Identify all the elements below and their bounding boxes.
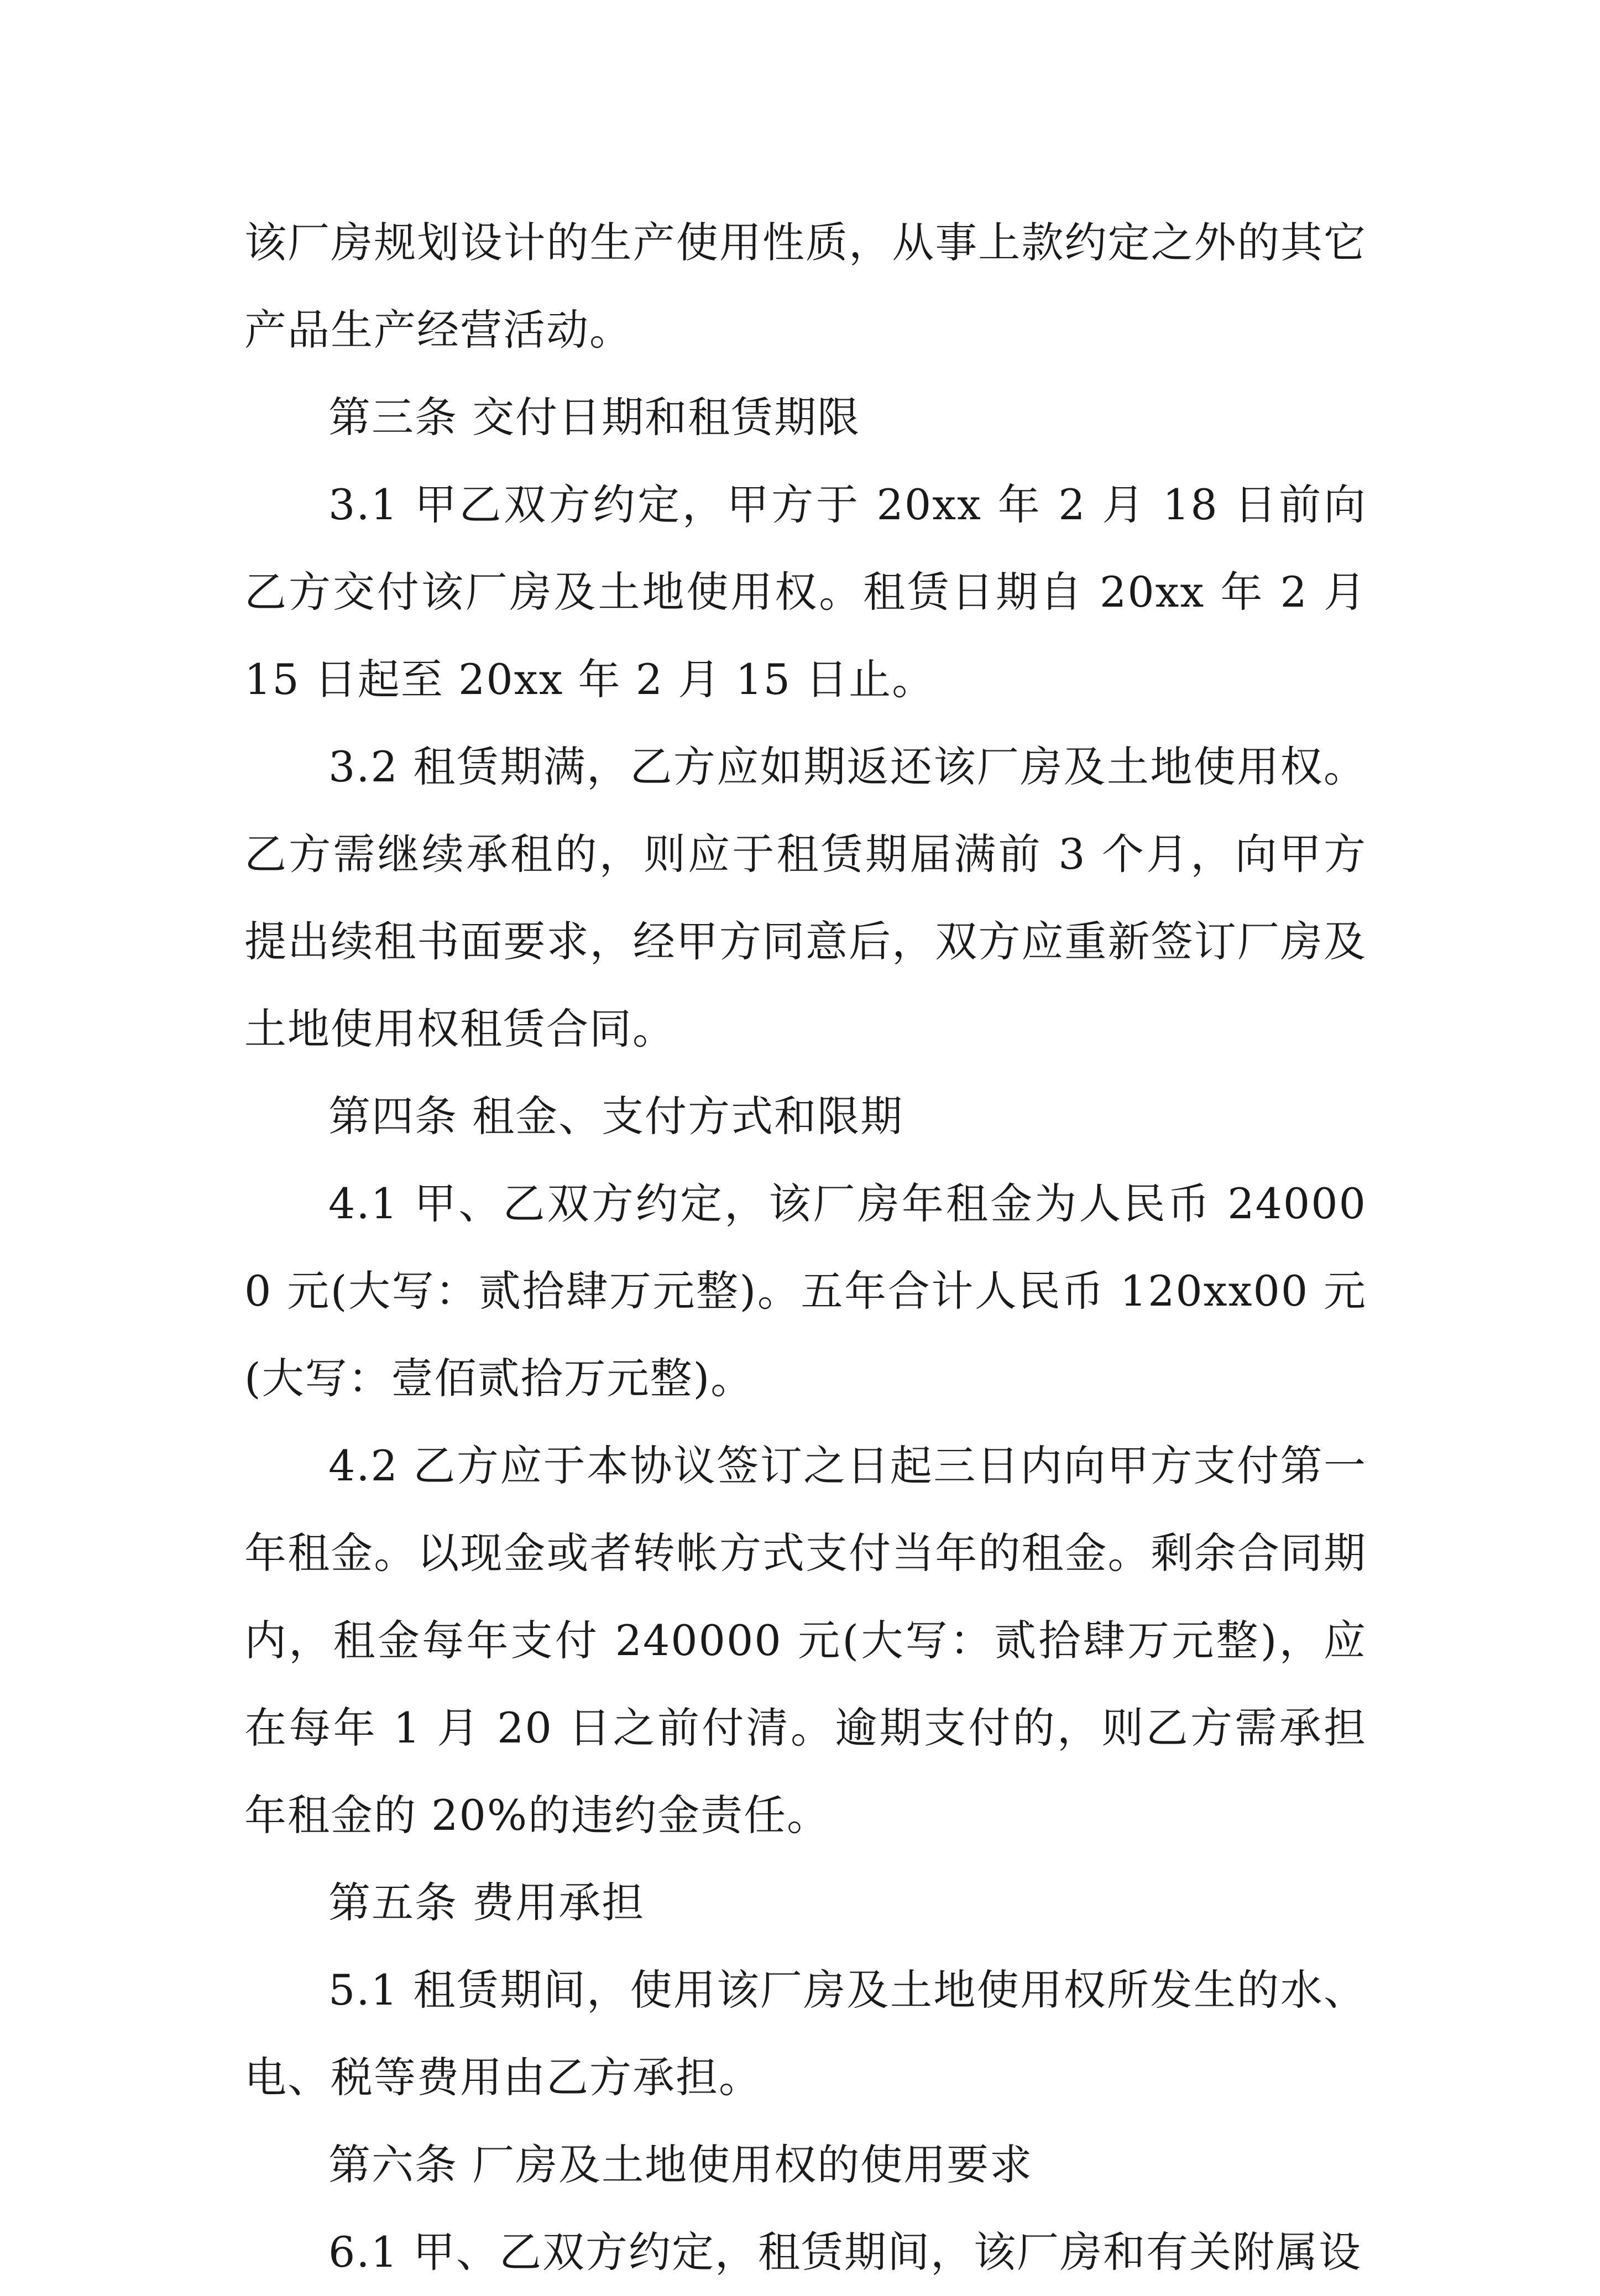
clause-3-2: 3.2 租赁期满，乙方应如期返还该厂房及土地使用权。乙方需继续承租的，则应于租赁期届满前 3 个月，向甲方提出续租书面要求，经甲方同意后，双方应重新签订厂房及土地使用权租赁合同。 xyxy=(244,742,1367,1053)
clause-4-2: 4.2 乙方应于本协议签订之日起三日内向甲方支付第一年租金。以现金或者转帐方式支付当年的租金。剩余合同期内，租金每年支付 240000 元(大写：贰拾肆万元整)，应在每年 1 月 20 日之前付清。逾期支付的，则乙方需承担年租金的 20%的违约金责任。 xyxy=(244,1441,1367,1840)
clause-3-1: 3.1 甲乙双方约定，甲方于 20xx 年 2 月 18 日前向乙方交付该厂房及土地使用权。租赁日期自 20xx 年 2 月 15 日起至 20xx 年 2 月 15 日止。 xyxy=(244,480,1367,704)
article-3-heading: 第三条 交付日期和租赁期限 xyxy=(328,393,861,442)
clause-4-1: 4.1 甲、乙双方约定，该厂房年租金为人民币 240000 元(大写：贰拾肆万元整)。五年合计人民币 120xx00 元(大写：壹佰贰拾万元整)。 xyxy=(244,1179,1367,1403)
document-body xyxy=(244,199,1367,2296)
article-6-heading: 第六条 厂房及土地使用权的使用要求 xyxy=(328,2140,1033,2189)
clause-5-1: 5.1 租赁期间，使用该厂房及土地使用权所发生的水、电、税等费用由乙方承担。 xyxy=(244,1965,1367,2102)
article-5-heading: 第五条 费用承担 xyxy=(328,1878,645,1927)
paragraph-continuation: 该厂房规划设计的生产使用性质，从事上款约定之外的其它产品生产经营活动。 xyxy=(244,218,1367,354)
article-4-heading: 第四条 租金、支付方式和限期 xyxy=(328,1092,904,1141)
clause-6-1: 6.1 甲、乙双方约定，租赁期间，该厂房和有关附属设 xyxy=(328,2227,1362,2277)
